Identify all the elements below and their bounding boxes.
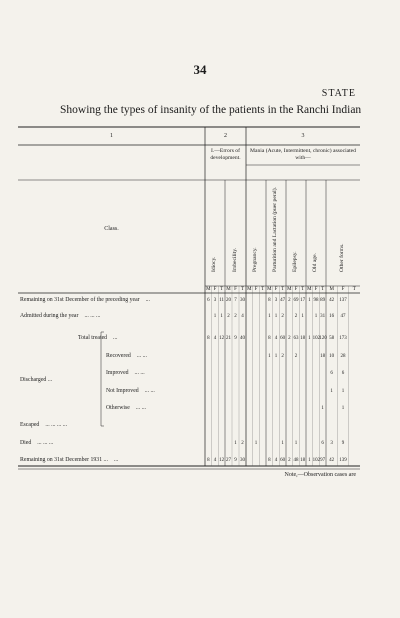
subcol-label-2: Pregnancy. xyxy=(252,247,258,272)
table-cell: 60 xyxy=(280,458,286,463)
mft-header: F xyxy=(294,287,298,292)
mft-header: T xyxy=(220,287,224,292)
row-label xyxy=(106,388,155,394)
table-cell: 1 xyxy=(308,336,311,341)
table-cell: 89 xyxy=(320,298,326,303)
table-cell: 97 xyxy=(320,458,326,463)
table-cell: 1 xyxy=(220,314,223,319)
table-cell: 60 xyxy=(280,336,286,341)
subcol-label-0: Idiocy. xyxy=(211,256,217,272)
table-cell: 18 xyxy=(300,458,306,463)
row-label-dots: ... xyxy=(113,457,119,463)
subcol-label-4: Epilepsy. xyxy=(292,251,298,272)
mania-header: Mania (Acute, Intermittent, chronic) associated with— xyxy=(250,148,356,161)
table-cell: 1 xyxy=(308,458,311,463)
table-cell: 27 xyxy=(226,458,231,463)
table-cell: 47 xyxy=(280,298,286,303)
row-label-text: Admitted during the year xyxy=(20,313,79,319)
table-cell: 98 xyxy=(313,298,319,303)
row-label-text: Remaining on 31st December 1931 ... xyxy=(20,457,108,463)
table-cell: 1 xyxy=(308,298,311,303)
mft-header: T xyxy=(301,287,305,292)
table-cell: 58 xyxy=(329,336,335,341)
col-number-2: 2 xyxy=(224,133,227,139)
row-label-text: Died xyxy=(20,440,32,446)
table-cell: 30 xyxy=(240,458,245,463)
mft-header: T xyxy=(261,287,265,292)
row-label xyxy=(20,440,53,446)
table-cell: 17 xyxy=(300,298,306,303)
table-cell: 120 xyxy=(319,336,327,341)
row-label xyxy=(20,422,67,428)
mft-header: M xyxy=(307,287,312,292)
table-cell: 47 xyxy=(340,314,346,319)
table-cell: 2 xyxy=(288,336,291,341)
subcol-label-5: Old age. xyxy=(312,253,318,272)
table-cell: 1 xyxy=(268,314,271,319)
table-cell: 2 xyxy=(281,354,284,359)
table-cell: 42 xyxy=(329,298,335,303)
row-label xyxy=(106,370,145,376)
row-label-dots: ... ... ... ... xyxy=(45,422,68,428)
table-cell: 1 xyxy=(254,441,258,446)
mft-header: F xyxy=(213,287,217,292)
table-cell: 4 xyxy=(241,314,244,319)
row-label xyxy=(20,297,150,303)
table-cell: 8 xyxy=(207,458,210,463)
row-label-dots: ... ... xyxy=(134,370,145,376)
table-cell: 1 xyxy=(213,314,217,319)
table-cell: 21 xyxy=(226,336,231,341)
table-cell: 2 xyxy=(281,314,284,319)
table-cell: 3 xyxy=(213,298,217,303)
table-cell: 6 xyxy=(330,371,333,376)
row-label-dots: ... xyxy=(113,335,118,341)
table-cell: 9 xyxy=(234,336,237,341)
table-cell: 69 xyxy=(293,298,299,303)
row-label xyxy=(20,457,118,463)
table-cell: 48 xyxy=(293,458,299,463)
table-cell: 1 xyxy=(294,441,298,446)
row-label xyxy=(78,335,117,341)
table-cell: 3 xyxy=(274,298,278,303)
table-cell: 1 xyxy=(281,441,284,446)
table-cell: 18 xyxy=(300,336,306,341)
mft-header: F xyxy=(314,287,318,292)
mft-header: F xyxy=(341,287,345,292)
table-cell: 8 xyxy=(268,458,271,463)
table-cell: 137 xyxy=(339,298,347,303)
table-cell: 1 xyxy=(321,406,324,411)
mft-header: M xyxy=(247,287,252,292)
table-cell: 2 xyxy=(294,314,298,319)
table-cell: 1 xyxy=(234,441,237,446)
table-cell: 1 xyxy=(274,314,278,319)
row-label-dots: ... ... xyxy=(135,405,146,411)
mft-header: M xyxy=(206,287,211,292)
table-cell: 102 xyxy=(312,336,321,341)
table-cell: 1 xyxy=(341,406,345,411)
table-cell: 4 xyxy=(213,458,217,463)
mft-header: F xyxy=(254,287,258,292)
row-label-dots: ... ... ... xyxy=(37,440,54,446)
row-label-text: Improved xyxy=(106,370,129,376)
table-cell: 8 xyxy=(268,336,271,341)
mft-header: T xyxy=(281,287,285,292)
table-cell: 4 xyxy=(274,336,278,341)
table-cell: 31 xyxy=(320,314,326,319)
mft-header: M xyxy=(226,287,231,292)
subcol-label-1: Imbecility. xyxy=(231,247,238,272)
subcol-label-6: Other forms. xyxy=(339,243,345,272)
table-cell: 139 xyxy=(339,458,347,463)
table-cell: 4 xyxy=(213,336,217,341)
row-label-text: Total treated xyxy=(78,335,108,341)
table-cell: 1 xyxy=(341,389,345,394)
mft-header: M xyxy=(267,287,272,292)
table-cell: 173 xyxy=(339,336,347,341)
row-label-dots: ... ... xyxy=(144,388,155,394)
table-cell: 2 xyxy=(241,441,244,446)
table-cell: 10 xyxy=(329,354,335,359)
mft-header: F xyxy=(234,287,237,292)
table-cell: 4 xyxy=(274,458,278,463)
row-label-text: Not Improved xyxy=(106,388,139,394)
mft-header: M xyxy=(287,287,292,292)
table-cell: 2 xyxy=(227,314,230,319)
table-cell: 1 xyxy=(301,314,304,319)
row-label-text: Recovered xyxy=(106,353,131,359)
table-cell: 1 xyxy=(330,389,333,394)
row-label xyxy=(20,313,100,319)
row-label-dots: ... ... xyxy=(136,353,147,359)
discharged-label: Discharged ... xyxy=(20,377,53,383)
table-cell: 1 xyxy=(314,314,318,319)
errors-of-development-header: I.—Errors of development. xyxy=(210,148,241,161)
row-label xyxy=(106,405,146,411)
mft-header: T xyxy=(321,287,325,292)
row-label-text: Escaped xyxy=(20,422,40,428)
table-cell: 6 xyxy=(341,371,345,376)
table-cell: 102 xyxy=(312,458,321,463)
table-cell: 28 xyxy=(340,354,346,359)
table-cell: 2 xyxy=(288,458,291,463)
table-cell: 11 xyxy=(219,298,225,303)
table-cell: 16 xyxy=(329,314,335,319)
table-cell: 40 xyxy=(240,336,245,341)
table-cell: 8 xyxy=(207,336,210,341)
table-cell: 12 xyxy=(219,336,225,341)
statement-subtitle: Showing the types of insanity of the patients in the Ranchi Indian xyxy=(60,104,362,116)
table-cell: 2 xyxy=(288,298,291,303)
table-cell: 1 xyxy=(268,354,271,359)
mft-header: T xyxy=(240,287,245,292)
table-cell: 2 xyxy=(294,354,298,359)
mft-header: M xyxy=(329,287,334,292)
table-cell: 6 xyxy=(207,298,210,303)
row-label xyxy=(106,353,147,359)
row-label-dots: ... xyxy=(145,297,150,303)
table-cell: 42 xyxy=(329,458,335,463)
table-cell: 6 xyxy=(321,441,324,446)
mft-header: F xyxy=(274,287,278,292)
table-cell: 8 xyxy=(268,298,271,303)
mft-header: T xyxy=(352,287,356,292)
footer-note: Note,—Observation cases are xyxy=(284,472,356,478)
table-cell: 7 xyxy=(234,298,237,303)
table-cell: 9 xyxy=(234,458,237,463)
table-cell: 12 xyxy=(219,458,225,463)
table-cell: 63 xyxy=(293,336,299,341)
table-cell: 3 xyxy=(330,441,333,446)
table-cell: 18 xyxy=(320,354,326,359)
row-label-text: Otherwise xyxy=(106,405,130,411)
class-header: Class. xyxy=(104,226,119,232)
table-cell: 20 xyxy=(226,298,231,303)
subcol-label-3: Parturition and Lactation (puer peral). xyxy=(272,187,278,272)
statement-heading: STATE xyxy=(321,88,356,99)
table-cell: 2 xyxy=(234,314,237,319)
table-cell: 9 xyxy=(341,441,345,446)
page-number: 34 xyxy=(193,62,207,77)
table-cell: 30 xyxy=(240,298,245,303)
col-number-1: 1 xyxy=(110,133,113,139)
row-label-text: Remaining on 31st December of the preceding year xyxy=(20,297,140,303)
table-cell: 1 xyxy=(274,354,278,359)
col-number-3: 3 xyxy=(301,133,305,139)
row-label-dots: ... ... ... xyxy=(84,313,101,319)
